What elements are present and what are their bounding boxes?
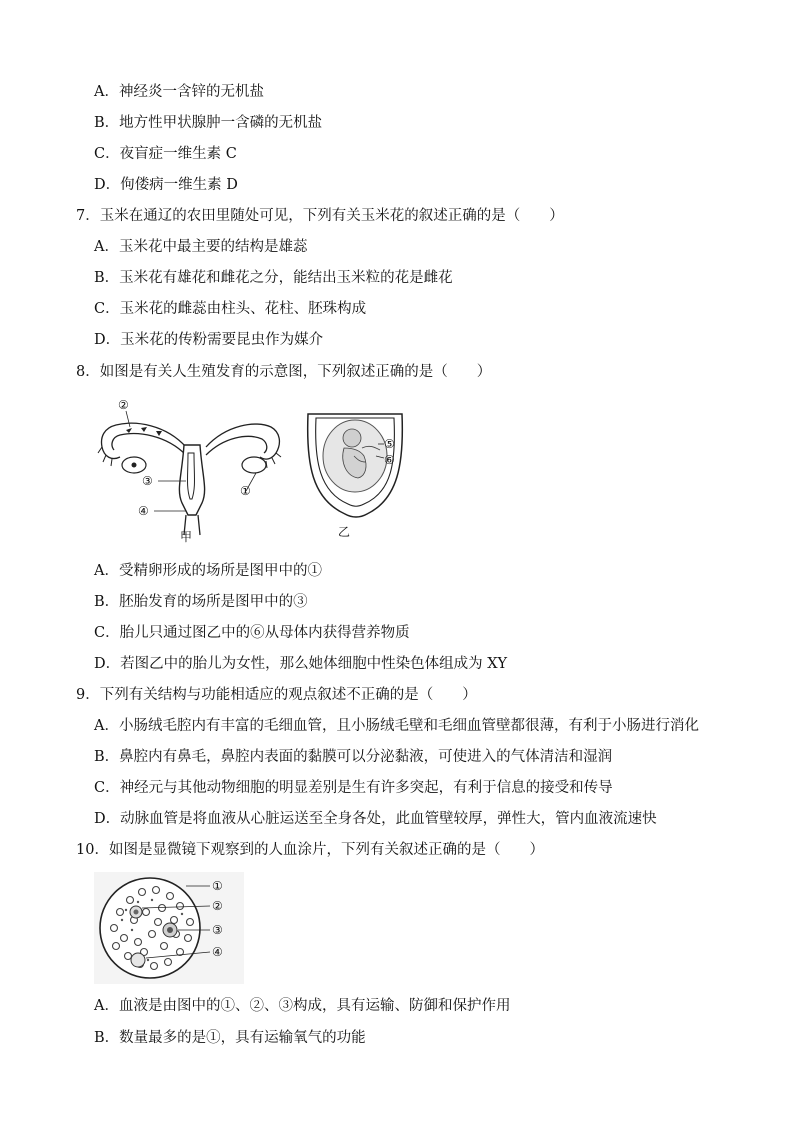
q9-option-d: D．动脉血管是将血液从心脏运送至全身各处，此血管壁较厚，弹性大，管内血液流速快 — [94, 811, 657, 827]
q8-option-d: D．若图乙中的胎儿为女性，那么她体细胞中性染色体组成为 XY — [94, 656, 508, 672]
q7-stem: 7．玉米在通辽的农田里随处可见，下列有关玉米花的叙述正确的是（ ） — [76, 208, 564, 224]
q9-stem: 9．下列有关结构与功能相适应的观点叙述不正确的是（ ） — [76, 687, 477, 703]
q7-option-d: D．玉米花的传粉需要昆虫作为媒介 — [94, 332, 324, 348]
figure-jia-label-4: ④ — [138, 504, 149, 518]
figure-blood-label-4: ④ — [212, 945, 223, 959]
q6-option-c: C．夜盲症一维生素 C — [94, 146, 237, 162]
q9-option-b: B．鼻腔内有鼻毛，鼻腔内表面的黏膜可以分泌黏液，可使进入的气体清洁和湿润 — [94, 749, 613, 765]
q6-option-b: B．地方性甲状腺肿一含磷的无机盐 — [94, 115, 323, 131]
figure-jia-label-2: ② — [118, 398, 129, 412]
figure-blood-label-2: ② — [212, 899, 223, 913]
q9-option-a: A．小肠绒毛腔内有丰富的毛细血管，且小肠绒毛壁和毛细血管壁都很薄，有利于小肠进行消化 — [94, 718, 699, 734]
q10-option-b: B．数量最多的是①，具有运输氧气的功能 — [94, 1030, 366, 1046]
q8-option-c: C．胎儿只通过图乙中的⑥从母体内获得营养物质 — [94, 625, 410, 641]
q6-option-d: D．佝偻病一维生素 D — [94, 177, 238, 193]
q10-stem: 10．如图是显微镜下观察到的人血涂片，下列有关叙述正确的是（ ） — [76, 842, 544, 858]
figure-fetus-in-uterus — [300, 404, 420, 544]
figure-yi-caption: 乙 — [338, 525, 351, 539]
q6-option-a: A．神经炎一含锌的无机盐 — [94, 84, 264, 100]
figure-blood-label-1: ① — [212, 879, 223, 893]
q10-option-a: A．血液是由图中的①、②、③构成，具有运输、防御和保护作用 — [94, 998, 511, 1014]
figure-yi-label-6: ⑥ — [384, 453, 395, 467]
q7-option-a: A．玉米花中最主要的结构是雄蕊 — [94, 239, 308, 255]
figure-jia-caption: 甲 — [180, 530, 193, 544]
q8-option-b: B．胚胎发育的场所是图甲中的③ — [94, 594, 308, 610]
figure-jia-label-1: ① — [240, 484, 251, 498]
q7-option-b: B．玉米花有雄花和雌花之分，能结出玉米粒的花是雌花 — [94, 270, 453, 286]
q8-stem: 8．如图是有关人生殖发育的示意图，下列叙述正确的是（ ） — [76, 364, 492, 380]
figure-blood-label-3: ③ — [212, 923, 223, 937]
q8-option-a: A．受精卵形成的场所是图甲中的① — [94, 563, 322, 579]
q9-option-c: C．神经元与其他动物细胞的明显差别是生有许多突起，有利于信息的接受和传导 — [94, 780, 613, 796]
figure-female-reproductive-system — [96, 395, 286, 545]
figure-yi-label-5: ⑤ — [384, 437, 395, 451]
figure-blood-smear — [94, 872, 244, 984]
q7-option-c: C．玉米花的雌蕊由柱头、花柱、胚珠构成 — [94, 301, 367, 317]
figure-jia-label-3: ③ — [142, 474, 153, 488]
